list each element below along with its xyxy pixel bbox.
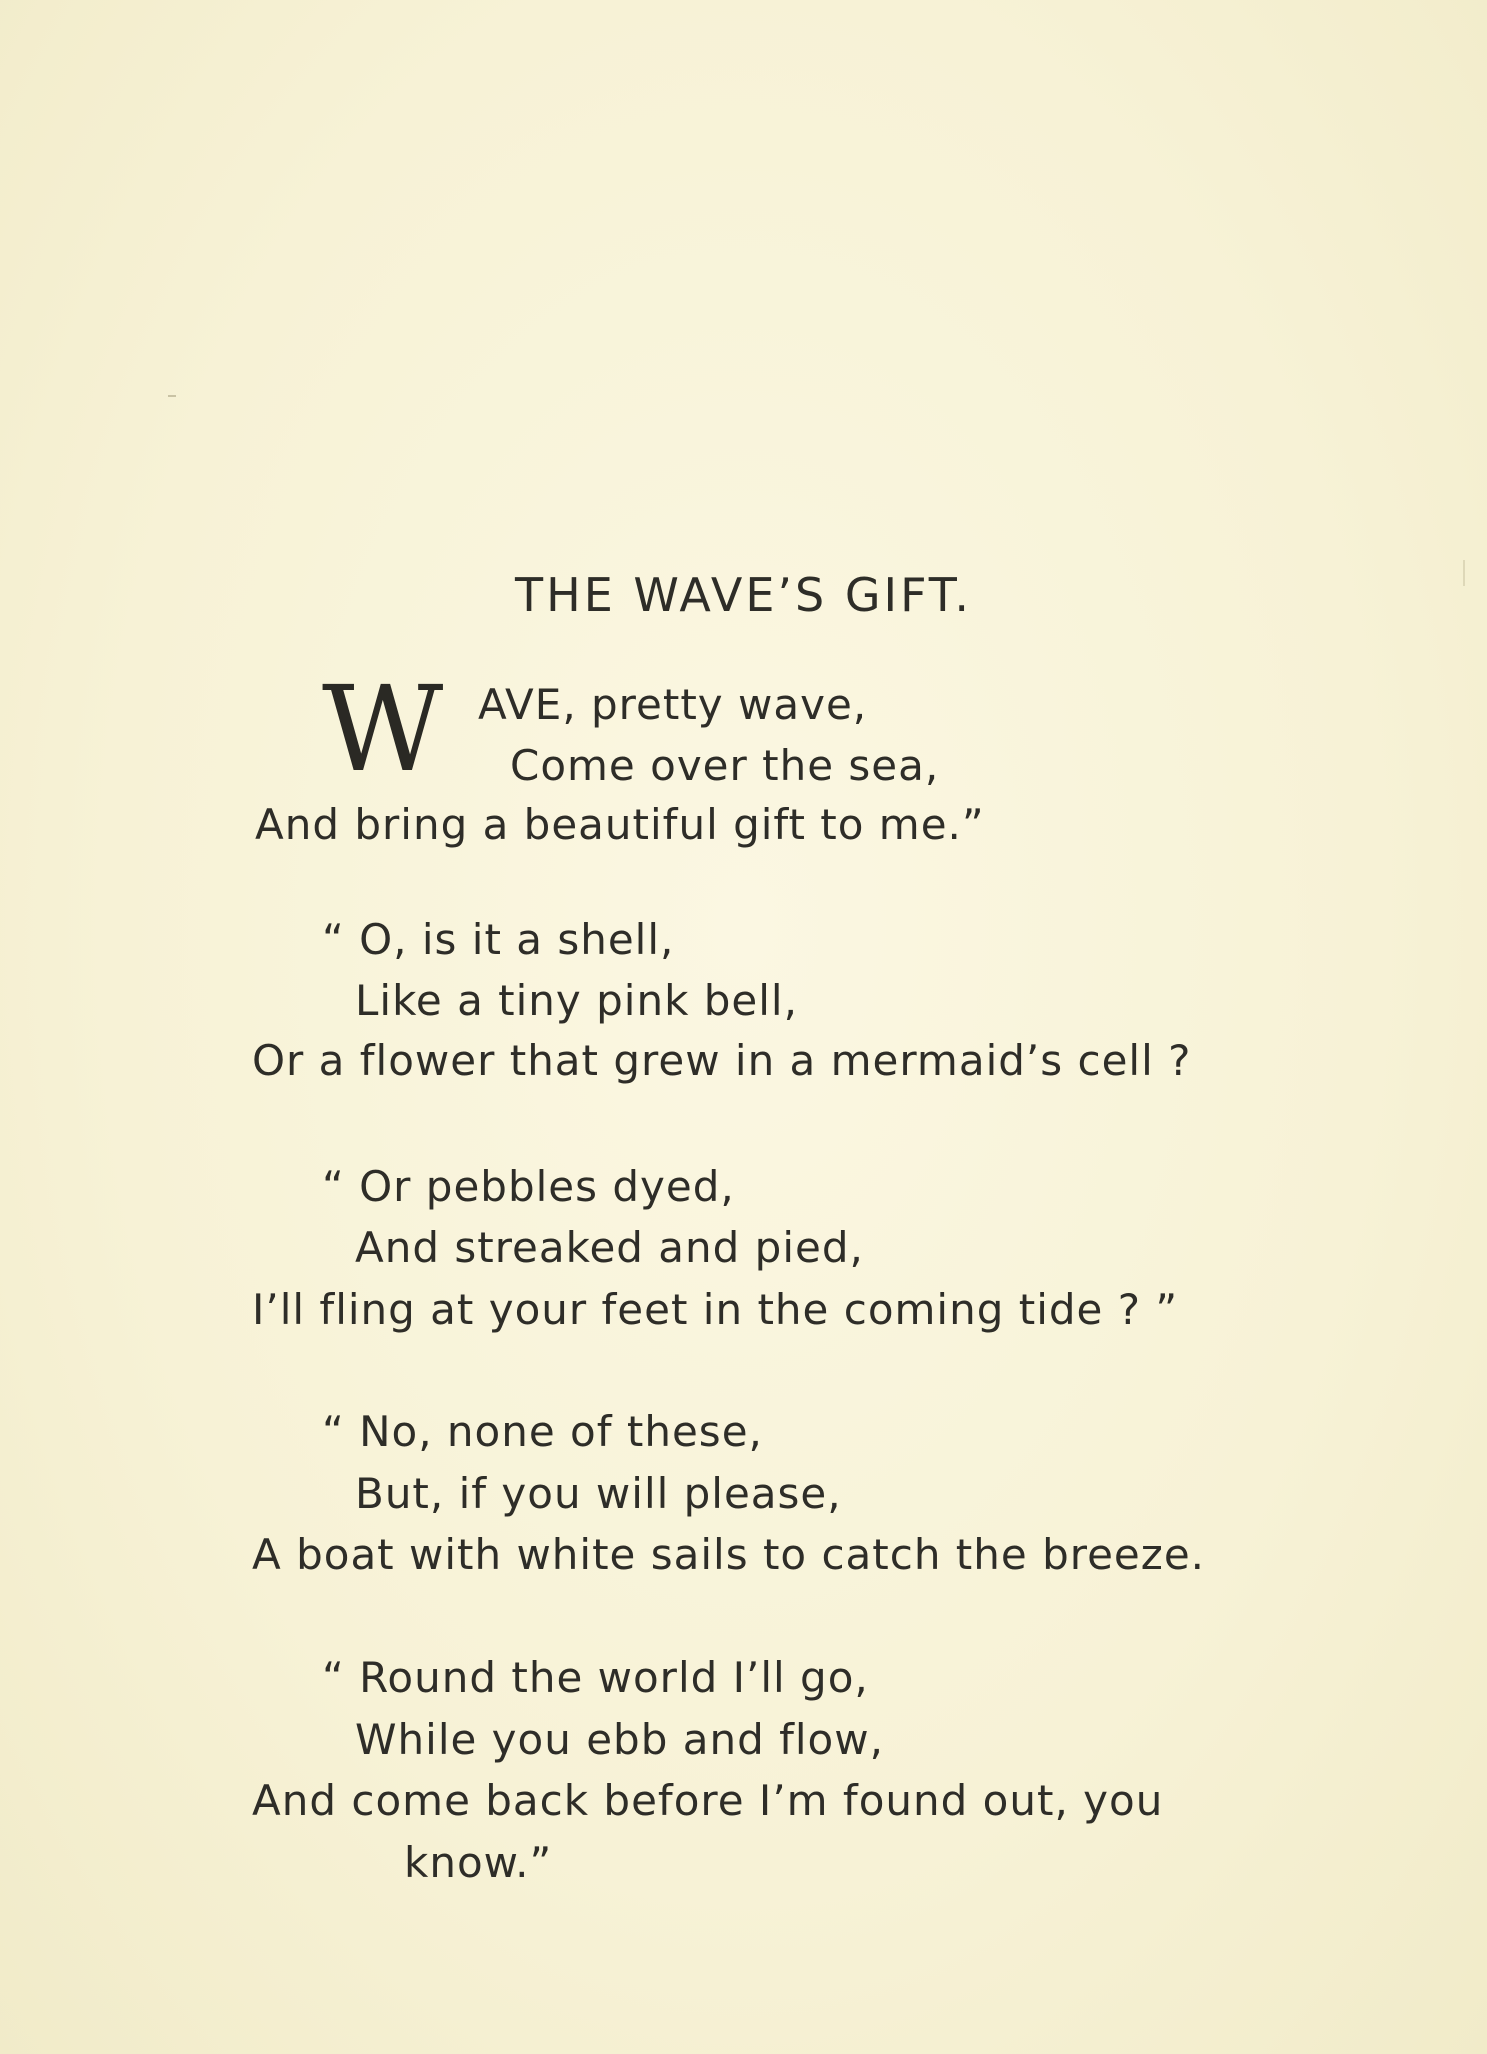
- poem-line: “ O, is it a shell,: [322, 915, 675, 964]
- poem-line: “ No, none of these,: [322, 1407, 763, 1456]
- drop-cap: W: [322, 660, 444, 798]
- poem-line: While you ebb and flow,: [355, 1715, 884, 1764]
- poem-line: Come over the sea,: [510, 741, 940, 790]
- poem-line: I’ll fling at your feet in the coming tide ? ”: [252, 1285, 1179, 1334]
- poem-line: know.”: [404, 1838, 553, 1887]
- poem-line: “ Round the world I’ll go,: [322, 1653, 869, 1702]
- page-speck: [168, 395, 176, 397]
- poem-line: A boat with white sails to catch the breeze.: [252, 1530, 1206, 1579]
- poem-line: “ Or pebbles dyed,: [322, 1162, 735, 1211]
- poem-title: THE WAVE’S GIFT.: [515, 568, 972, 622]
- poem-line: But, if you will please,: [355, 1469, 842, 1518]
- poem-line: And come back before I’m found out, you: [252, 1776, 1164, 1825]
- poem-line: And streaked and pied,: [355, 1223, 864, 1272]
- poem-line: AVE, pretty wave,: [478, 680, 868, 729]
- poem-line: Or a flower that grew in a mermaid’s cell ?: [252, 1036, 1192, 1085]
- poem-line: Like a tiny pink bell,: [355, 976, 798, 1025]
- poem-line: And bring a beautiful gift to me.”: [255, 800, 985, 849]
